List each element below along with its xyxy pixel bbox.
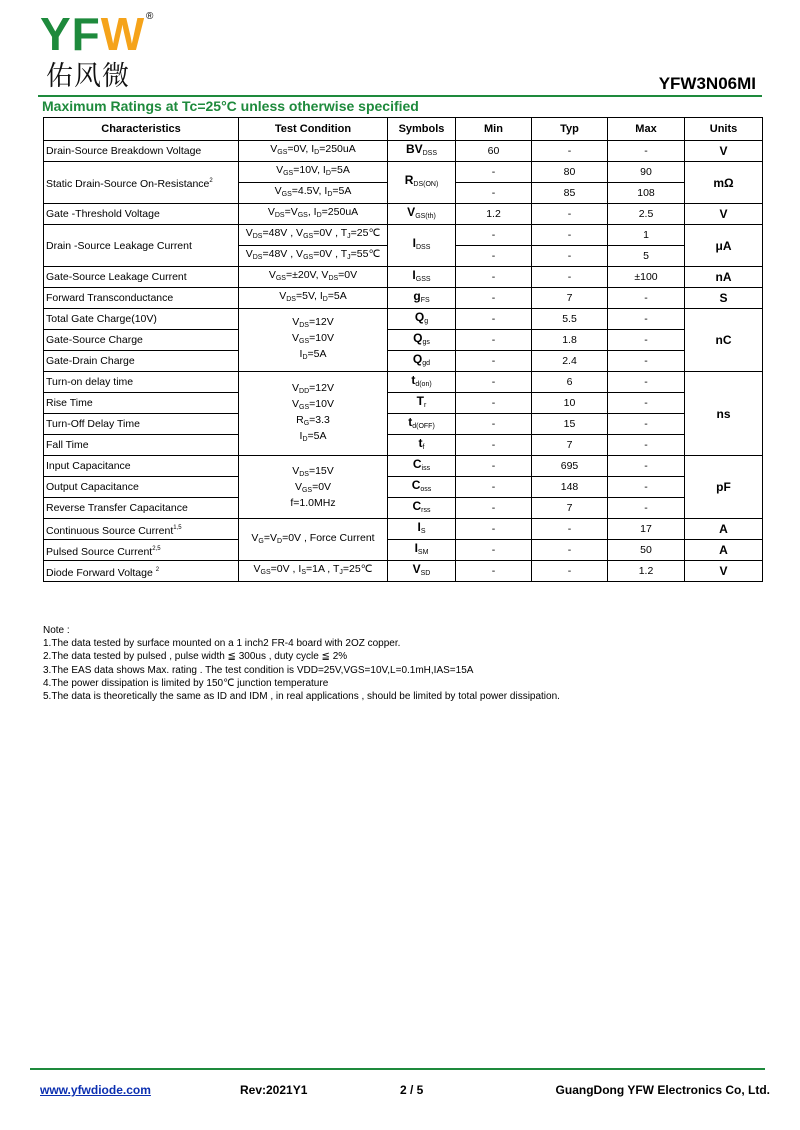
header-characteristics: Characteristics bbox=[44, 118, 239, 141]
characteristic-cell: Input Capacitance bbox=[44, 456, 239, 477]
max-value-cell: 50 bbox=[608, 540, 685, 561]
symbol-subscript: d(on) bbox=[415, 380, 432, 388]
characteristic-cell: Fall Time bbox=[44, 435, 239, 456]
min-value-cell: - bbox=[456, 519, 532, 540]
table-row bbox=[44, 393, 763, 414]
symbol-cell: $C_{iss}$ bbox=[388, 456, 456, 477]
characteristic-cell: Total Gate Charge(10V) bbox=[44, 309, 239, 330]
electrical-characteristics-table bbox=[43, 117, 763, 582]
table-row bbox=[44, 414, 763, 435]
revision: Rev:2021Y1 bbox=[240, 1083, 308, 1097]
characteristic-cell: Diode Forward Voltage $^2$ bbox=[44, 561, 239, 582]
symbol-cell: $I_{DSS}$ bbox=[388, 225, 456, 267]
note-reference: 2 bbox=[209, 178, 213, 184]
max-value-cell: - bbox=[608, 456, 685, 477]
subscript: GS bbox=[277, 149, 288, 156]
characteristic-cell: Gate-Source Charge bbox=[44, 330, 239, 351]
unit-cell: A bbox=[685, 519, 763, 540]
footer-divider bbox=[30, 1068, 765, 1070]
subscript: D bbox=[314, 149, 320, 156]
typ-value-cell: 5.5 bbox=[532, 309, 608, 330]
table-row bbox=[44, 498, 763, 519]
symbol-subscript: S bbox=[420, 527, 426, 535]
subscript: D bbox=[327, 191, 333, 198]
max-value-cell: - bbox=[608, 330, 685, 351]
typ-value-cell: 80 bbox=[532, 162, 608, 183]
max-value-cell: - bbox=[608, 372, 685, 393]
characteristic-cell: Turn-Off Delay Time bbox=[44, 414, 239, 435]
min-value-cell: - bbox=[456, 183, 532, 204]
test-condition-cell: $V_{DS}=48V$ , $V_{GS}=0V$ , $T_J=25℃$ bbox=[239, 225, 388, 246]
characteristic-cell: Forward Transconductance bbox=[44, 288, 239, 309]
symbol-cell: $T_r$ bbox=[388, 393, 456, 414]
test-condition-cell: $V_{GS}=10V$, $I_D=5A$ bbox=[239, 162, 388, 183]
max-value-cell: - bbox=[608, 141, 685, 162]
max-value-cell: - bbox=[608, 351, 685, 372]
symbol-cell: $I_S$ bbox=[388, 519, 456, 540]
subscript: DS bbox=[299, 322, 309, 329]
max-value-cell: - bbox=[608, 435, 685, 456]
max-value-cell: - bbox=[608, 477, 685, 498]
table-row bbox=[44, 141, 763, 162]
table-header-row bbox=[44, 118, 763, 141]
symbol-cell: $Q_{gd}$ bbox=[388, 351, 456, 372]
subscript: GS bbox=[260, 569, 271, 576]
note-reference: 2,5 bbox=[152, 545, 161, 552]
subscript: DD bbox=[299, 387, 310, 395]
symbol-subscript: gd bbox=[422, 359, 431, 367]
symbol-subscript: DS(ON) bbox=[413, 181, 439, 188]
characteristic-cell: Output Capacitance bbox=[44, 477, 239, 498]
typ-value-cell: - bbox=[532, 225, 608, 246]
symbol-cell: $Q_g$ bbox=[388, 309, 456, 330]
symbol-cell: $I_{SM}$ bbox=[388, 540, 456, 561]
unit-cell: A bbox=[685, 540, 763, 561]
symbol-subscript: DSS bbox=[422, 149, 438, 157]
typ-value-cell: - bbox=[532, 141, 608, 162]
symbol-cell: $Q_{gs}$ bbox=[388, 330, 456, 351]
max-value-cell: 1 bbox=[608, 225, 685, 246]
typ-value-cell: 7 bbox=[532, 288, 608, 309]
logo-letters bbox=[40, 8, 145, 60]
min-value-cell: - bbox=[456, 435, 532, 456]
note-reference: 2 bbox=[155, 566, 160, 573]
max-value-cell: - bbox=[608, 309, 685, 330]
characteristic-cell: Rise Time bbox=[44, 393, 239, 414]
typ-value-cell: - bbox=[532, 561, 608, 582]
subscript: GS bbox=[299, 338, 310, 345]
unit-cell: nA bbox=[685, 267, 763, 288]
characteristic-cell: Gate-Drain Charge bbox=[44, 351, 239, 372]
subscript: DS bbox=[274, 212, 285, 219]
subscript: J bbox=[347, 254, 351, 261]
min-value-cell: - bbox=[456, 561, 532, 582]
typ-value-cell: - bbox=[532, 519, 608, 540]
symbol-subscript: d(OFF) bbox=[412, 422, 435, 430]
table-row bbox=[44, 162, 763, 183]
max-value-cell: 108 bbox=[608, 183, 685, 204]
table-row bbox=[44, 288, 763, 309]
min-value-cell: - bbox=[456, 456, 532, 477]
test-condition-cell: $V_{DS}=12V$ $V_{GS}=10V$ $I_D=5A$ bbox=[239, 309, 388, 372]
unit-cell: S bbox=[685, 288, 763, 309]
unit-cell: nC bbox=[685, 309, 763, 372]
min-value-cell: - bbox=[456, 246, 532, 267]
subscript: GS bbox=[303, 233, 314, 240]
table-row bbox=[44, 225, 763, 246]
max-value-cell: 90 bbox=[608, 162, 685, 183]
characteristic-cell: Pulsed Source Current$^{2,5}$ bbox=[44, 540, 239, 561]
subscript: GS bbox=[297, 212, 308, 219]
symbol-subscript: oss bbox=[420, 485, 432, 493]
characteristic-cell: Gate-Source Leakage Current bbox=[44, 267, 239, 288]
page-number: 2 / 5 bbox=[400, 1083, 424, 1097]
symbol-cell: $C_{oss}$ bbox=[388, 477, 456, 498]
subscript: GS bbox=[303, 254, 314, 261]
subscript: DS bbox=[252, 254, 263, 261]
typ-value-cell: 1.8 bbox=[532, 330, 608, 351]
header-symbols: Symbols bbox=[388, 118, 456, 141]
subscript: G bbox=[258, 537, 264, 545]
min-value-cell: - bbox=[456, 309, 532, 330]
symbol-subscript: SD bbox=[420, 569, 431, 577]
symbol-cell: $V_{GS(th)}$ bbox=[388, 204, 456, 225]
min-value-cell: - bbox=[456, 414, 532, 435]
subscript: D bbox=[325, 170, 331, 177]
unit-cell: pF bbox=[685, 456, 763, 519]
max-value-cell: 2.5 bbox=[608, 204, 685, 225]
typ-value-cell: - bbox=[532, 204, 608, 225]
symbol-cell: $BV_{DSS}$ bbox=[388, 141, 456, 162]
table-row bbox=[44, 309, 763, 330]
note-item: 3.The EAS data shows Max. rating . The test condition is VDD=25V,VGS=10V,L=0.1mH,IAS=15A bbox=[43, 664, 474, 676]
header-typ: Typ bbox=[532, 118, 608, 141]
logo-letter-w: W bbox=[100, 8, 146, 60]
subscript: GS bbox=[281, 191, 292, 198]
max-value-cell: - bbox=[608, 414, 685, 435]
min-value-cell: - bbox=[456, 498, 532, 519]
notes bbox=[43, 624, 763, 703]
subscript: DS bbox=[299, 471, 309, 478]
subscript: DS bbox=[286, 296, 296, 303]
registered-mark: ® bbox=[146, 11, 154, 22]
typ-value-cell: 2.4 bbox=[532, 351, 608, 372]
unit-cell: ns bbox=[685, 372, 763, 456]
symbol-cell: $g_{FS}$ bbox=[388, 288, 456, 309]
characteristic-cell: Continuous Source Current$^{1,5}$ bbox=[44, 519, 239, 540]
symbol-subscript: r bbox=[424, 401, 427, 409]
subscript: GS bbox=[275, 275, 286, 282]
min-value-cell: - bbox=[456, 372, 532, 393]
symbol-cell: $R_{DS(ON)}$ bbox=[388, 162, 456, 204]
table-row bbox=[44, 561, 763, 582]
min-value-cell: 1.2 bbox=[456, 204, 532, 225]
test-condition-cell: $V_{DS}=15V$ $V_{GS}=0V$ f=1.0MHz bbox=[239, 456, 388, 519]
typ-value-cell: 85 bbox=[532, 183, 608, 204]
min-value-cell: - bbox=[456, 540, 532, 561]
note-item: 4.The power dissipation is limited by 150℃ junction temperature bbox=[43, 677, 329, 689]
website-link[interactable]: www.yfwdiode.com bbox=[40, 1083, 151, 1097]
typ-value-cell: - bbox=[532, 246, 608, 267]
subscript: DS bbox=[252, 233, 263, 240]
subscript: GS bbox=[299, 403, 310, 411]
table-row bbox=[44, 435, 763, 456]
unit-cell: V bbox=[685, 204, 763, 225]
typ-value-cell: 695 bbox=[532, 456, 608, 477]
subscript: DS bbox=[328, 275, 339, 282]
min-value-cell: - bbox=[456, 477, 532, 498]
unit-cell: μA bbox=[685, 225, 763, 267]
subscript: J bbox=[347, 233, 351, 240]
min-value-cell: - bbox=[456, 330, 532, 351]
max-value-cell: - bbox=[608, 498, 685, 519]
symbol-cell: $I_{GSS}$ bbox=[388, 267, 456, 288]
typ-value-cell: 15 bbox=[532, 414, 608, 435]
note-item: 5.The data is theoretically the same as ID and IDM , in real applications , should be limited by total power dissipation. bbox=[43, 691, 560, 703]
symbol-subscript: iss bbox=[421, 464, 431, 472]
logo-letters-yf: YF bbox=[40, 8, 101, 60]
test-condition-cell: $V_{DS}=5V$, $I_D=5A$ bbox=[239, 288, 388, 309]
company-logo bbox=[40, 8, 170, 98]
symbol-cell: $t_f$ bbox=[388, 435, 456, 456]
subscript: D bbox=[316, 212, 322, 219]
symbol-cell: $t_{d(OFF)}$ bbox=[388, 414, 456, 435]
symbol-subscript: gs bbox=[422, 338, 430, 346]
table-row bbox=[44, 477, 763, 498]
test-condition-cell: $V_{GS}=4.5V$, $I_D=5A$ bbox=[239, 183, 388, 204]
table-row bbox=[44, 330, 763, 351]
symbol-subscript: f bbox=[422, 443, 425, 451]
test-condition-cell: $V_{GS}=\pm 20V$, $V_{DS}=0V$ bbox=[239, 267, 388, 288]
max-value-cell: 1.2 bbox=[608, 561, 685, 582]
symbol-subscript: rss bbox=[421, 506, 431, 514]
note-item: 1.The data tested by surface mounted on a 1 inch2 FR-4 board with 2OZ copper. bbox=[43, 638, 401, 650]
table-row bbox=[44, 204, 763, 225]
test-condition-cell: $V_{DD}=12V$ $V_{GS}=10V$ $R_G=3.3$ $I_D=5A$ bbox=[239, 372, 388, 456]
typ-value-cell: - bbox=[532, 540, 608, 561]
subscript: GS bbox=[301, 487, 313, 494]
header-min: Min bbox=[456, 118, 532, 141]
symbol-subscript: GS(th) bbox=[415, 212, 436, 220]
header-units: Units bbox=[685, 118, 763, 141]
section-title: Maximum Ratings at Tc=25°C unless otherwise specified bbox=[42, 98, 419, 114]
min-value-cell: - bbox=[456, 351, 532, 372]
subscript: D bbox=[322, 296, 328, 303]
characteristic-cell: Turn-on delay time bbox=[44, 372, 239, 393]
note-reference: 1,5 bbox=[173, 524, 182, 531]
subscript: D bbox=[277, 537, 283, 545]
symbol-subscript: FS bbox=[420, 296, 430, 304]
note-item: 2.The data tested by pulsed , pulse width ≦ 300us , duty cycle ≦ 2% bbox=[43, 651, 348, 663]
characteristic-cell: Drain -Source Leakage Current bbox=[44, 225, 239, 267]
test-condition-cell: $V_{GS}=0V$ , $I_S=1A$ , $T_J=25℃$ bbox=[239, 561, 388, 582]
typ-value-cell: 148 bbox=[532, 477, 608, 498]
unit-cell: V bbox=[685, 561, 763, 582]
symbol-cell: $t_{d(on)}$ bbox=[388, 372, 456, 393]
symbol-subscript: GSS bbox=[415, 275, 431, 283]
table-row bbox=[44, 540, 763, 561]
table-row bbox=[44, 351, 763, 372]
test-condition-cell: $V_{DS}=V_{GS}$, $I_D=250uA$ bbox=[239, 204, 388, 225]
table-row bbox=[44, 372, 763, 393]
company-name: GuangDong YFW Electronics Co, Ltd. bbox=[555, 1083, 770, 1097]
unit-cell: mΩ bbox=[685, 162, 763, 204]
characteristic-cell: Gate -Threshold Voltage bbox=[44, 204, 239, 225]
notes-title: Note : bbox=[43, 625, 70, 636]
max-value-cell: ±100 bbox=[608, 267, 685, 288]
test-condition-cell: $V_{DS}=48V$ , $V_{GS}=0V$ , $T_J=55℃$ bbox=[239, 246, 388, 267]
table-row bbox=[44, 519, 763, 540]
min-value-cell: - bbox=[456, 393, 532, 414]
symbol-subscript: SM bbox=[417, 548, 429, 556]
test-condition-cell: $V_G=V_D=0V$ , Force Current bbox=[239, 519, 388, 561]
typ-value-cell: - bbox=[532, 267, 608, 288]
max-value-cell: - bbox=[608, 288, 685, 309]
header-test-condition: Test Condition bbox=[239, 118, 388, 141]
subscript: G bbox=[303, 419, 310, 427]
subscript: GS bbox=[283, 170, 294, 177]
min-value-cell: 60 bbox=[456, 141, 532, 162]
characteristic-cell: Reverse Transfer Capacitance bbox=[44, 498, 239, 519]
header-max: Max bbox=[608, 118, 685, 141]
max-value-cell: 5 bbox=[608, 246, 685, 267]
logo-chinese-name: 佑风微 bbox=[46, 61, 130, 92]
min-value-cell: - bbox=[456, 225, 532, 246]
table-row bbox=[44, 267, 763, 288]
typ-value-cell: 7 bbox=[532, 498, 608, 519]
characteristic-cell: Drain-Source Breakdown Voltage bbox=[44, 141, 239, 162]
subscript: D bbox=[302, 435, 308, 443]
symbol-subscript: DSS bbox=[415, 244, 431, 251]
subscript: S bbox=[301, 569, 306, 576]
part-number: YFW3N06MI bbox=[658, 74, 756, 93]
max-value-cell: - bbox=[608, 393, 685, 414]
header-divider bbox=[38, 95, 762, 97]
min-value-cell: - bbox=[456, 288, 532, 309]
max-value-cell: 17 bbox=[608, 519, 685, 540]
table-row bbox=[44, 456, 763, 477]
typ-value-cell: 10 bbox=[532, 393, 608, 414]
symbol-cell: $C_{rss}$ bbox=[388, 498, 456, 519]
test-condition-cell: $V_{GS}=0V$, $I_D=250uA$ bbox=[239, 141, 388, 162]
symbol-subscript: g bbox=[424, 317, 429, 325]
typ-value-cell: 7 bbox=[532, 435, 608, 456]
min-value-cell: - bbox=[456, 267, 532, 288]
characteristic-cell: Static Drain-Source On-Resistance$^2$ bbox=[44, 162, 239, 204]
min-value-cell: - bbox=[456, 162, 532, 183]
symbol-cell: $V_{SD}$ bbox=[388, 561, 456, 582]
subscript: J bbox=[339, 569, 343, 576]
unit-cell: V bbox=[685, 141, 763, 162]
typ-value-cell: 6 bbox=[532, 372, 608, 393]
subscript: D bbox=[302, 354, 308, 361]
